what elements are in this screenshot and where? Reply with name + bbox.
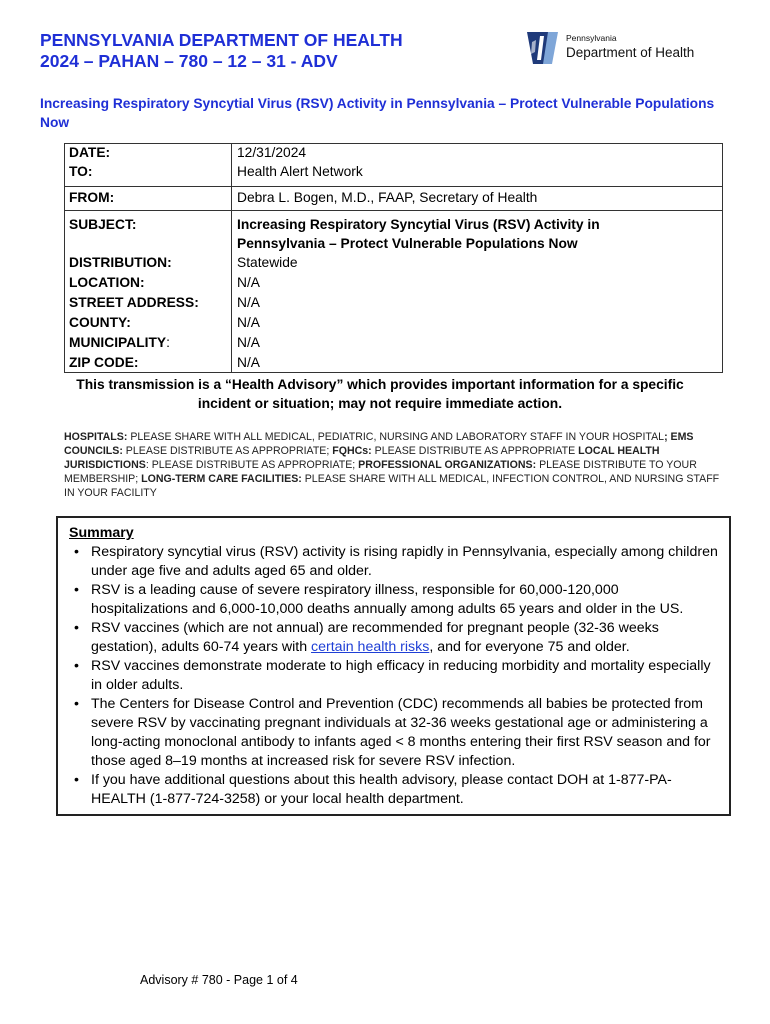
summary-bullet: • The Centers for Disease Control and Prevention (CDC) recommends all babies be protected from severe RSV by vaccinating pregnant individuals at 32-36 weeks gestational age or administering a long-acting monoclonal antibody to infants aged < 8 months entering their first RSV season and for those aged 8–19 months at increased risk for severe RSV infection.: [91, 695, 719, 771]
keystone-icon: [524, 30, 562, 66]
page-footer: Advisory # 780 - Page 1 of 4: [140, 973, 298, 987]
advisory-line-1: This transmission is a “Health Advisory” which provides important information for a specific: [76, 377, 684, 392]
logo-text-state: Pennsylvania: [566, 33, 617, 43]
municipality-value: N/A: [237, 335, 260, 350]
title-line-1: PENNSYLVANIA DEPARTMENT OF HEALTH: [40, 30, 403, 50]
logo-text-department: Department of Health: [566, 45, 695, 60]
date-label: DATE:: [69, 145, 111, 160]
subject-value-line-1: Increasing Respiratory Syncytial Virus (RSV) Activity in: [237, 217, 600, 232]
summary-box: [56, 516, 731, 816]
location-value: N/A: [237, 275, 260, 290]
subject-label: SUBJECT:: [69, 217, 137, 232]
county-value: N/A: [237, 315, 260, 330]
from-value: Debra L. Bogen, M.D., FAAP, Secretary of Health: [237, 190, 538, 205]
summary-bullet: • RSV vaccines demonstrate moderate to high efficacy in reducing morbidity and mortality especially in older adults.: [91, 657, 719, 695]
title-line-2: 2024 – PAHAN – 780 – 12 – 31 - ADV: [40, 51, 338, 71]
street-address-label: STREET ADDRESS:: [69, 295, 199, 310]
to-label: TO:: [69, 164, 93, 179]
summary-bullet: • If you have additional questions about this health advisory, please contact DOH at 1-877-PA-HEALTH (1-877-724-3258) or your local health department.: [91, 771, 719, 809]
distribution-label: DISTRIBUTION:: [69, 255, 172, 270]
memo-box-date-to: [64, 143, 723, 187]
advisory-line-2: incident or situation; may not require immediate action.: [197, 396, 563, 411]
summary-list: [69, 543, 719, 809]
distribution-notice: HOSPITALS: PLEASE SHARE WITH ALL MEDICAL, PEDIATRIC, NURSING AND LABORATORY STAFF IN YOUR HOSPITAL; EMS COUNCILS: PLEASE DISTRIBUTE AS APPROPRIATE; FQHCs: PLEASE DISTRIBUTE AS APPROPRIATE LOCAL HEALTH JURISDICTIONS: PLEASE DISTRIBUTE AS APPROPRIATE; PROFESSIONAL ORGANIZATIONS: PLEASE DISTRIBUTE TO YOUR MEMBERSHIP; LONG-TERM CARE FACILITIES: PLEASE SHARE WITH ALL MEDICAL, INFECTION CONTROL, AND NURSING STAFF IN YOUR FACILITY: [64, 431, 720, 499]
from-label: FROM:: [69, 190, 115, 205]
location-label: LOCATION:: [69, 275, 145, 290]
county-label: COUNTY:: [69, 315, 131, 330]
certain-health-risks-link[interactable]: certain health risks: [311, 639, 430, 655]
summary-bullet: • Respiratory syncytial virus (RSV) activity is rising rapidly in Pennsylvania, especially among children under age five and adults aged 65 and older.: [91, 543, 719, 581]
zip-code-label: ZIP CODE:: [69, 355, 139, 370]
to-value: Health Alert Network: [237, 164, 363, 179]
subject-value-line-2: Pennsylvania – Protect Vulnerable Populations Now: [237, 236, 578, 251]
zip-code-value: N/A: [237, 355, 260, 370]
pa-health-logo: [524, 30, 714, 66]
summary-bullet: • RSV vaccines (which are not annual) are recommended for pregnant people (32-36 weeks gestation), adults 60-74 years with certain health risks, and for everyone 75 and older.: [91, 619, 719, 657]
street-address-value: N/A: [237, 295, 260, 310]
advisory-subject-heading: Increasing Respiratory Syncytial Virus (RSV) Activity in Pennsylvania – Protect Vulnerable Populations Now: [40, 96, 715, 130]
summary-bullet: • RSV is a leading cause of severe respiratory illness, responsible for 60,000-120,000 hospitalizations and 6,000-10,000 deaths annually among adults 65 years and older in the US.: [91, 581, 719, 619]
distribution-value: Statewide: [237, 255, 298, 270]
date-value: 12/31/2024: [237, 145, 307, 160]
summary-heading: Summary: [69, 525, 134, 541]
advisory-statement: [40, 375, 720, 413]
document-title: [40, 30, 403, 72]
municipality-label: MUNICIPALITY:: [69, 335, 170, 350]
